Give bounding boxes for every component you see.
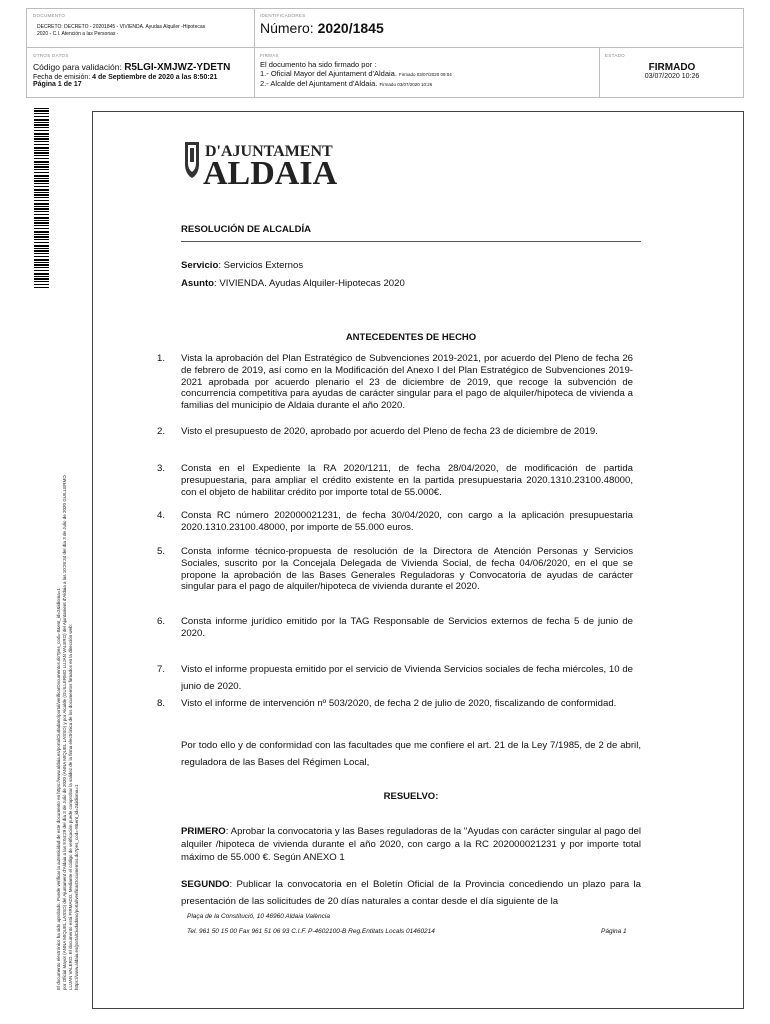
documento-cell [33,13,248,38]
footer-page-number: Página 1 [601,928,627,935]
firmas-intro: El documento ha sido firmado por : [260,60,377,69]
pagina-line: Página 1 de 17 [33,81,82,88]
list-item: 3. Consta en el Expediente la RA 2020/1211, de fecha 28/04/2020, de modificación de partida presupuestaria, para ampliar el crédito existente en la partida presupuestaria 2020.1310.23100.48000, con el objeto de habilitar crédito por importe total de 55.000€. [157,463,633,498]
identificadores-cell [260,13,730,36]
asunto-label: Asunto [181,278,215,289]
list-item: 1. Vista la aprobación del Plan Estratégico de Subvenciones 2019-2021, por acuerdo del Pleno de fecha 26 de febrero de 2019, así como en la Modificación del Anexo I del Plan Estratégico de Subvenciones 2019-2021 aprobada por acuerdo plenario el 23 de diciembre de 2019, que recoge la subvención de concurrencia competitiva para ayudas de carácter singular para el pago de alquiler/hipoteca de vivienda a familias del municipio de Aldaia durante el año 2020. [157,353,633,412]
numero-value: 2020/1845 [317,20,384,36]
firmas-cell [260,53,595,89]
por-todo-paragraph: Por todo ello y de conformidad con las facultades que me confiere el art. 21 de la Ley 7/1985, de 2 de abril, reguladora de las Bases del Régimen Local, [181,740,641,768]
emision-value: 4 de Septiembre de 2020 a las 8:50:21 [92,74,218,81]
document-page [92,111,744,1009]
primero-paragraph [181,825,641,864]
otros-datos-label: OTROS DATOS [33,53,69,58]
segundo-paragraph [181,876,641,910]
firma-2: 2.- Alcalde del Ajuntament d'Aldaia. Firmado 03/07/2020 10:26 [260,79,433,88]
validacion-code: R5LGI-XMJWZ-YDETN [124,62,231,73]
validacion-label: Código para validación: [33,62,125,72]
segundo-text: : Publicar la convocatoria en el Boletín Oficial de la Provincia concediendo un plazo para la presentación de las solicitudes de 20 días naturales a contar desde el día siguiente de la [181,879,641,907]
firmas-label: FIRMAS [260,53,279,58]
list-item: 6. Consta informe jurídico emitido por la TAG Responsable de Servicios externos de fecha 5 de junio de 2020. [157,616,633,639]
list-item: 7. Visto el informe propuesta emitido por el servicio de Vivienda Servicios sociales de fecha miércoles, 10 de junio de 2020. [157,664,633,692]
side-text-line-3: LUJAN VALERO. El documento está FIRMADO. Mediante el código de verificación puede comprobar la validez de la firma electrónica de los documentos firmados en la dirección web: [68,624,73,990]
identificadores-label: IDENTIFICADORES [260,13,306,18]
validacion-line [33,62,253,73]
list-item: 2. Visto el presupuesto de 2020, aprobado por acuerdo del Pleno de fecha 23 de diciembre de 2019. [157,426,598,437]
asunto-value: : VIVIENDA. Ayudas Alquiler-Hipotecas 2020 [214,278,405,289]
asunto-line [181,278,405,290]
list-item: 4. Consta RC número 202000021231, de fecha 30/04/2020, con cargo a la aplicación presupuestaria 2020.1310.23100.48000, por importe de 55.000 euros. [157,510,633,533]
servicio-label: Servicio [181,260,219,271]
crest-icon [183,136,383,188]
resuelvo-title: RESUELVO: [383,791,439,802]
documento-label: DOCUMENTO [33,13,66,18]
estado-label: ESTADO [605,53,625,58]
barcode [34,108,49,288]
servicio-line [181,260,303,272]
servicio-value: : Servicios Externos [218,260,304,271]
otros-datos-cell [33,53,253,88]
segundo-label: SEGUNDO [181,879,230,890]
emision-line [33,74,253,81]
list-item: 5. Consta informe técnico-propuesta de resolución de la Directora de Atención Personas y Servicios Sociales, suscrito por la Concejala Delegada de Vivienda Social, de fecha 04/06/2020, en el que se propone la aprobación de las Bases Generales Reguladoras y Convocatoria de ayudas de carácter singular para el pago de alquiler/hipoteca de vivienda durante el 2020. [157,546,633,593]
footer-contact: Tel. 961 50 15 00 Fax 961 51 06 93 C.I.F. P-4602100-B Reg.Entitats Locals 01460214 [187,928,435,935]
estado-cell [605,53,739,80]
primero-text: : Aprobar la convocatoria y las Bases reguladoras de la "Ayudas con carácter singular al pago del alquiler /hipoteca de vivienda durante el año 2020, con cargo a la RC 202000021231 y por importe total máximo de 55.000 €. Según ANEXO 1 [181,826,641,863]
side-text-line-1: El documento electrónico ha sido aprobado. Puede verificar la autenticidad de este documento en https://www.aldaia.es/portalCiudadano/portal/verificarDocumentos.do?pes_cod=-8&ent_id=2&idioma=1 [56,588,61,990]
side-text-line-2: por Oficial Mayor (ANNA MIQUEL LASSO) del Ajuntament d'Aldaia a las 9:04:29 del día 3 de Julio de 2020 (ANNA MIQUEL LASSO) y por Alcalde (GUILLERMO LUJAN VALERO) del Ajuntament d'Aldaia a las 10:26:34 del día 3 de Julio de 2020 GUILLERMO [62,475,67,990]
list-item: 8. Visto el informe de intervención nº 503/2020, de fecha 2 de julio de 2020, fiscalizando de conformidad. [157,698,617,709]
numero-prefix: Número: [260,20,318,36]
resolucion-title: RESOLUCIÓN DE ALCALDÍA [181,224,312,235]
documento-text: DECRETO: DECRETO - 20201845 - VIVIENDA. Ayudas Alquiler -Hipotecas 2020 - C.I. Atención a las Personas - [37,24,206,37]
numero-line [260,20,730,36]
estado-date: 03/07/2020 10:26 [644,73,700,80]
antecedentes-title: ANTECEDENTES DE HECHO [345,332,477,343]
svg-text:ALDAIA: ALDAIA [203,155,338,188]
primero-label: PRIMERO [181,826,226,837]
estado-value: FIRMADO [648,62,696,73]
emision-label: Fecha de emisión: [33,74,93,81]
footer-address: Plaça de la Constitució, 10 46960 Aldaia València [187,913,330,920]
aldaia-logo [183,136,383,193]
side-verification-text [56,290,80,990]
document-header [26,8,744,98]
svg-text:D'AJUNTAMENT: D'AJUNTAMENT [205,143,333,160]
side-text-line-4: https://www.aldaia.es/portalCiudadano/portal/verificarDocumentos.do?pes_cod=-8&ent_id=2&idioma=1 [74,784,79,990]
firma-1: 1.- Oficial Mayor del Ajuntament d'Aldaia. Firmado 03/07/2020 09:04 [260,69,452,78]
title-rule [181,241,641,242]
